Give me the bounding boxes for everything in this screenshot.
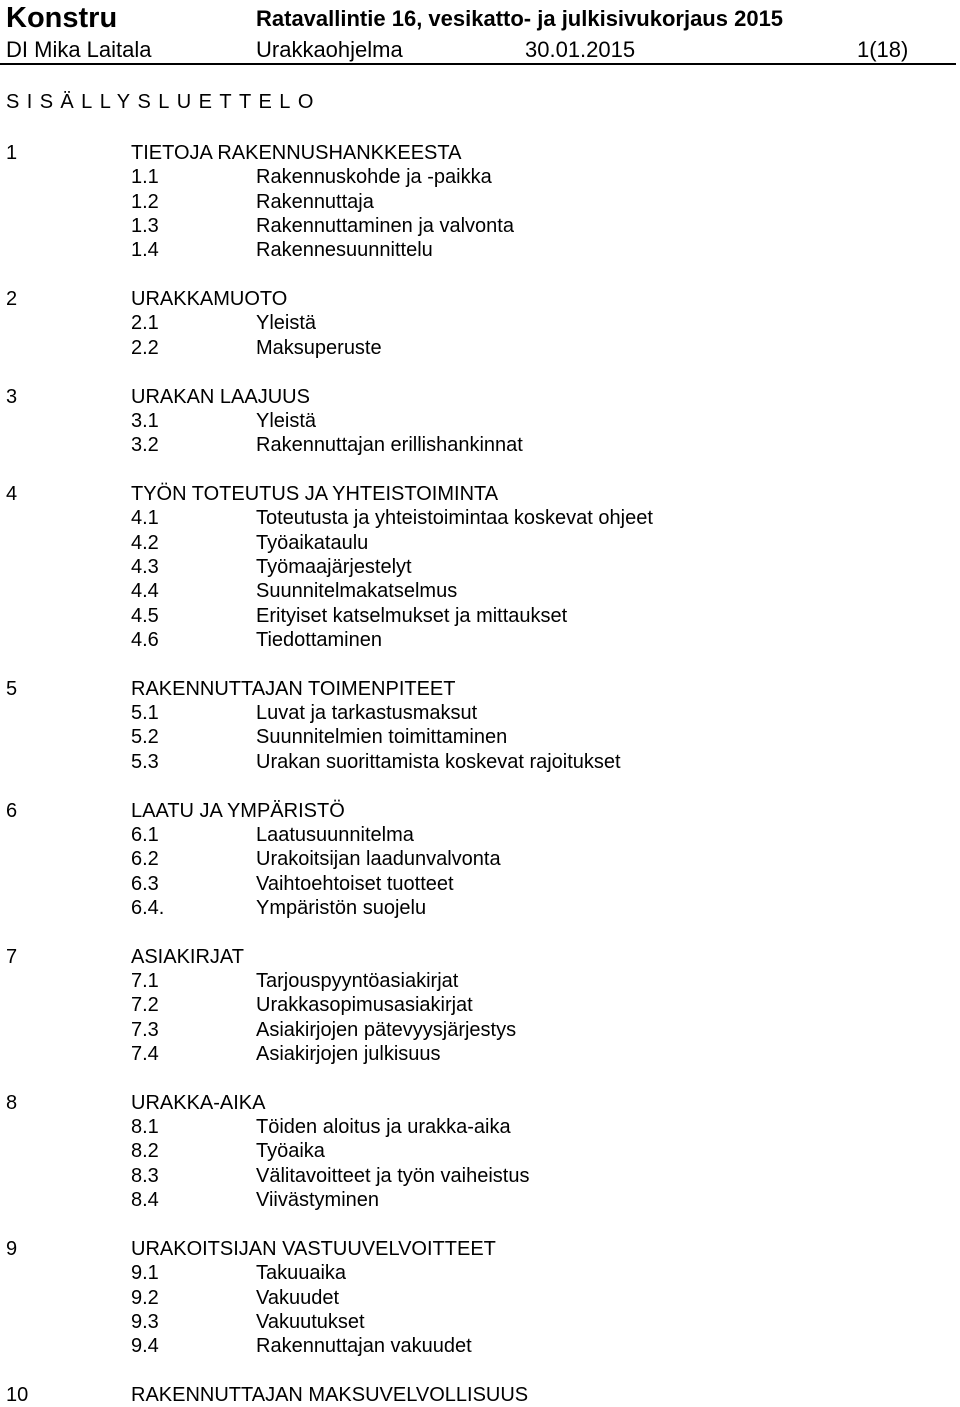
toc-subsection-title: Välitavoitteet ja työn vaiheistus — [256, 1164, 530, 1187]
toc-subsection-title: Urakoitsijan laadunvalvonta — [256, 848, 501, 871]
toc-subsection-title: Tiedottaminen — [256, 628, 382, 651]
toc-subsection-number: 7.2 — [131, 994, 159, 1017]
toc-subsection-number: 4.1 — [131, 507, 159, 530]
toc-subsection-title: Asiakirjojen julkisuus — [256, 1042, 441, 1065]
toc-subsection-title: Maksuperuste — [256, 336, 382, 359]
toc-subsection-number: 1.3 — [131, 214, 159, 237]
toc-section-number: 8 — [6, 1091, 18, 1114]
toc-section-number: 10 — [6, 1384, 29, 1406]
toc-section-number: 6 — [6, 799, 18, 822]
toc-subsection-number: 4.4 — [131, 580, 159, 603]
toc-subsection-number: 4.2 — [131, 531, 159, 554]
toc-section-number: 5 — [6, 677, 18, 700]
toc-subsection-title: Viivästyminen — [256, 1189, 380, 1211]
toc-subsection-number: 6.1 — [131, 823, 159, 846]
toc-subsection-title: Ympäristön suojelu — [256, 896, 427, 919]
toc-subsection-number: 8.1 — [131, 1116, 159, 1139]
toc-subsection-title: Suunnitelmakatselmus — [256, 580, 458, 603]
toc-subsection-number: 6.3 — [131, 872, 159, 895]
toc-subsection-number: 2.1 — [131, 312, 159, 335]
toc-section-title: URAKOITSIJAN VASTUUVELVOITTEET — [131, 1237, 496, 1260]
toc-subsection-title: Luvat ja tarkastusmaksut — [256, 702, 478, 725]
toc-subsection-title: Vakuudet — [256, 1286, 340, 1309]
toc-section-title: URAKAN LAAJUUS — [131, 385, 310, 408]
toc-subsection-number: 9.2 — [131, 1286, 159, 1309]
toc-subsection-title: Laatusuunnitelma — [256, 823, 414, 846]
project-title: Ratavallintie 16, vesikatto- ja julkisivukorjaus 2015 — [256, 6, 784, 31]
toc-subsection-number: 5.1 — [131, 702, 159, 725]
toc-subsection-title: Suunnitelmien toimittaminen — [256, 726, 508, 749]
toc-section-number: 3 — [6, 385, 18, 408]
toc-subsection-number: 7.1 — [131, 970, 159, 992]
toc-subsection-title: Yleistä — [256, 409, 317, 432]
page-number: 1(18) — [857, 37, 909, 62]
toc-subsection-number: 9.4 — [131, 1335, 159, 1358]
toc-subsection-number: 3.2 — [131, 434, 159, 457]
toc-section-number: 9 — [6, 1237, 18, 1260]
toc-subsection-number: 8.4 — [131, 1189, 159, 1211]
toc-section-title: RAKENNUTTAJAN TOIMENPITEET — [131, 677, 456, 700]
toc-subsection-number: 1.1 — [131, 166, 159, 189]
toc-subsection-number: 6.2 — [131, 848, 159, 871]
toc-subsection-number: 2.2 — [131, 336, 159, 359]
toc-section-title: RAKENNUTTAJAN MAKSUVELVOLLISUUS — [131, 1384, 529, 1406]
toc-section-title: URAKKAMUOTO — [131, 288, 288, 311]
toc-subsection-title: Rakennuttajan vakuudet — [256, 1335, 472, 1358]
toc-subsection-number: 7.4 — [131, 1042, 159, 1065]
toc-section-title: ASIAKIRJAT — [131, 945, 244, 968]
toc-subsection-title: Töiden aloitus ja urakka-aika — [256, 1116, 511, 1139]
toc-subsection-title: Rakennuskohde ja -paikka — [256, 166, 492, 189]
toc-subsection-number: 9.3 — [131, 1310, 159, 1333]
toc-section-title: URAKKA-AIKA — [131, 1091, 266, 1114]
toc-subsection-title: Urakan suorittamista koskevat rajoitukset — [256, 750, 621, 773]
document-name: Urakkaohjelma — [256, 37, 403, 62]
toc-section-title: TYÖN TOTEUTUS JA YHTEISTOIMINTA — [131, 483, 499, 506]
toc-subsection-title: Rakennuttaminen ja valvonta — [256, 214, 514, 237]
toc-subsection-title: Yleistä — [256, 312, 317, 335]
toc-subsection-title: Rakennuttajan erillishankinnat — [256, 434, 523, 457]
toc-subsection-number: 4.6 — [131, 628, 159, 651]
toc-subsection-number: 4.5 — [131, 604, 159, 627]
toc-subsection-number: 4.3 — [131, 556, 159, 578]
toc-subsection-title: Asiakirjojen pätevyysjärjestys — [256, 1018, 517, 1041]
toc-section-number: 2 — [6, 288, 18, 311]
author-name: DI Mika Laitala — [6, 37, 152, 62]
toc-subsection-title: Takuuaika — [256, 1262, 347, 1285]
toc-subsection-number: 8.2 — [131, 1140, 159, 1163]
toc-subsection-title: Toteutusta ja yhteistoimintaa koskevat ohjeet — [256, 507, 653, 530]
toc-section-title: LAATU JA YMPÄRISTÖ — [131, 799, 345, 822]
toc-subsection-number: 7.3 — [131, 1018, 159, 1041]
toc-section-number: 4 — [6, 483, 18, 506]
toc-subsection-title: Työaikataulu — [256, 531, 369, 554]
toc-subsection-title: Vaihtoehtoiset tuotteet — [256, 872, 454, 895]
toc-subsection-number: 9.1 — [131, 1262, 159, 1285]
toc-subsection-number: 3.1 — [131, 409, 159, 432]
toc-subsection-title: Vakuutukset — [256, 1310, 365, 1333]
toc-subsection-title: Rakennesuunnittelu — [256, 239, 433, 262]
company-name: Konstru — [6, 2, 118, 34]
document-date: 30.01.2015 — [525, 37, 636, 62]
toc-subsection-number: 5.3 — [131, 750, 159, 773]
toc-title: SISÄLLYSLUETTELO — [6, 91, 321, 113]
toc-section-number: 7 — [6, 945, 18, 968]
toc-section-number: 1 — [6, 142, 18, 164]
toc-subsection-title: Erityiset katselmukset ja mittaukset — [256, 604, 568, 627]
toc-subsection-number: 1.2 — [131, 190, 159, 213]
toc-subsection-title: Työaika — [256, 1140, 325, 1163]
toc-subsection-number: 8.3 — [131, 1164, 159, 1187]
toc-subsection-title: Työmaajärjestelyt — [256, 556, 412, 578]
toc-subsection-number: 5.2 — [131, 726, 159, 749]
toc-subsection-title: Urakkasopimusasiakirjat — [256, 994, 473, 1017]
toc-subsection-number: 1.4 — [131, 239, 159, 262]
toc-subsection-title: Rakennuttaja — [256, 190, 374, 213]
toc-subsection-title: Tarjouspyyntöasiakirjat — [256, 970, 459, 992]
toc-section-title: TIETOJA RAKENNUSHANKKEESTA — [131, 142, 462, 164]
toc-subsection-number: 6.4. — [131, 896, 165, 919]
